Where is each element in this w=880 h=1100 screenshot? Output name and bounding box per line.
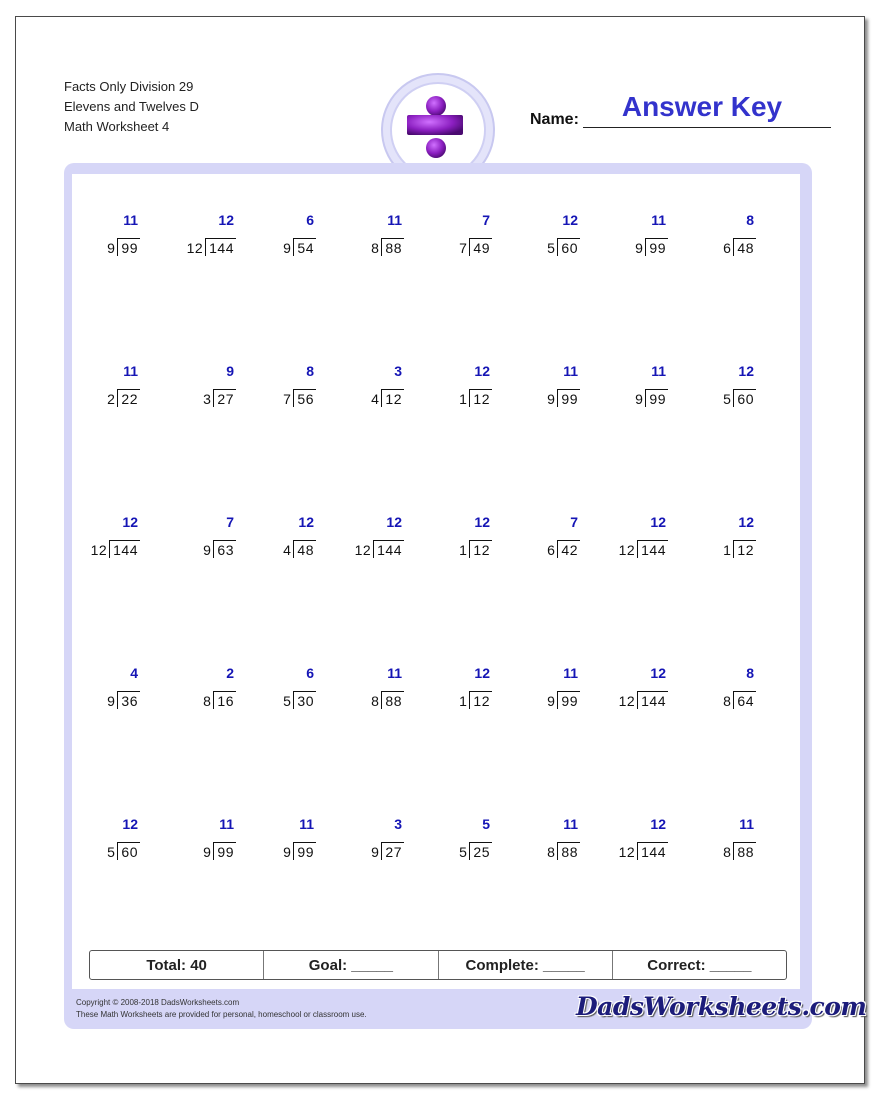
division-problem bbox=[578, 206, 668, 256]
divisor: 2 bbox=[107, 391, 116, 407]
division-problem bbox=[314, 206, 404, 256]
division-problem bbox=[490, 357, 580, 407]
quotient-answer: 3 bbox=[394, 816, 402, 832]
divisor: 9 bbox=[283, 844, 292, 860]
division-problem bbox=[146, 508, 236, 558]
quotient-answer: 7 bbox=[226, 514, 234, 530]
divisor: 8 bbox=[547, 844, 556, 860]
quotient-answer: 12 bbox=[650, 665, 666, 681]
quotient-answer: 8 bbox=[746, 665, 754, 681]
dividend: 60 bbox=[557, 238, 580, 256]
quotient-answer: 12 bbox=[738, 363, 754, 379]
divisor: 9 bbox=[107, 693, 116, 709]
divisor: 5 bbox=[459, 844, 468, 860]
long-division bbox=[355, 540, 404, 558]
usage-notice: These Math Worksheets are provided for personal, homeschool or classroom use. bbox=[76, 1010, 367, 1019]
division-problem bbox=[666, 357, 756, 407]
division-problem bbox=[490, 508, 580, 558]
divisor: 7 bbox=[283, 391, 292, 407]
dividend: 88 bbox=[557, 842, 580, 860]
divisor: 9 bbox=[547, 391, 556, 407]
dividend: 63 bbox=[213, 540, 236, 558]
quotient-answer: 12 bbox=[122, 514, 138, 530]
quotient-answer: 12 bbox=[562, 212, 578, 228]
divisor: 6 bbox=[723, 240, 732, 256]
divisor: 3 bbox=[203, 391, 212, 407]
quotient-answer: 11 bbox=[387, 665, 402, 681]
complete-field: Complete: _____ bbox=[438, 951, 612, 979]
dividend: 99 bbox=[645, 238, 668, 256]
division-problem bbox=[146, 206, 236, 256]
footer-text bbox=[76, 997, 367, 1021]
dividend: 88 bbox=[381, 691, 404, 709]
divisor: 5 bbox=[283, 693, 292, 709]
dividend: 12 bbox=[469, 389, 492, 407]
division-problem bbox=[314, 508, 404, 558]
long-division bbox=[107, 389, 140, 407]
dividend: 49 bbox=[469, 238, 492, 256]
quotient-answer: 8 bbox=[746, 212, 754, 228]
dividend: 99 bbox=[645, 389, 668, 407]
dividend: 144 bbox=[205, 238, 236, 256]
division-problem bbox=[226, 810, 316, 860]
quotient-answer: 6 bbox=[306, 212, 314, 228]
score-bar bbox=[89, 950, 787, 980]
long-division bbox=[283, 691, 316, 709]
divisor: 12 bbox=[354, 542, 372, 558]
quotient-answer: 11 bbox=[387, 212, 402, 228]
quotient-answer: 11 bbox=[299, 816, 314, 832]
divisor: 12 bbox=[186, 240, 204, 256]
dividend: 12 bbox=[381, 389, 404, 407]
divisor: 1 bbox=[459, 542, 468, 558]
quotient-answer: 6 bbox=[306, 665, 314, 681]
total-count: Total: 40 bbox=[146, 956, 207, 974]
division-problem bbox=[314, 659, 404, 709]
division-problem bbox=[578, 659, 668, 709]
division-problem bbox=[402, 810, 492, 860]
division-problem bbox=[578, 508, 668, 558]
divisor: 1 bbox=[459, 693, 468, 709]
division-problem bbox=[226, 508, 316, 558]
division-problem bbox=[402, 206, 492, 256]
worksheet-title-block bbox=[64, 77, 199, 137]
dividend: 30 bbox=[293, 691, 316, 709]
division-problem bbox=[314, 810, 404, 860]
quotient-answer: 4 bbox=[130, 665, 138, 681]
dividend: 12 bbox=[469, 540, 492, 558]
divisor: 12 bbox=[618, 844, 636, 860]
divisor: 8 bbox=[723, 844, 732, 860]
division-problem bbox=[666, 659, 756, 709]
dividend: 25 bbox=[469, 842, 492, 860]
divisor: 8 bbox=[371, 693, 380, 709]
dividend: 144 bbox=[637, 540, 668, 558]
division-problem bbox=[490, 659, 580, 709]
worksheet-subtitle: Elevens and Twelves D bbox=[64, 99, 199, 114]
long-division bbox=[283, 238, 316, 256]
long-division bbox=[547, 238, 580, 256]
division-problem bbox=[402, 357, 492, 407]
dividend: 16 bbox=[213, 691, 236, 709]
dividend: 27 bbox=[213, 389, 236, 407]
divisor: 1 bbox=[723, 542, 732, 558]
divisor: 4 bbox=[283, 542, 292, 558]
dividend: 99 bbox=[293, 842, 316, 860]
dividend: 27 bbox=[381, 842, 404, 860]
dividend: 42 bbox=[557, 540, 580, 558]
divisor: 9 bbox=[635, 391, 644, 407]
division-problem bbox=[666, 206, 756, 256]
divisor: 8 bbox=[203, 693, 212, 709]
answer-key-label: Answer Key bbox=[621, 91, 783, 122]
dividend: 36 bbox=[117, 691, 140, 709]
long-division bbox=[107, 691, 140, 709]
dividend: 22 bbox=[117, 389, 140, 407]
long-division bbox=[619, 691, 668, 709]
long-division bbox=[459, 691, 492, 709]
dividend: 48 bbox=[733, 238, 756, 256]
long-division bbox=[547, 842, 580, 860]
quotient-answer: 11 bbox=[123, 212, 138, 228]
copyright-text: Copyright © 2008-2018 DadsWorksheets.com bbox=[76, 998, 240, 1007]
division-problem bbox=[490, 206, 580, 256]
division-problem bbox=[146, 810, 236, 860]
divisor: 8 bbox=[723, 693, 732, 709]
quotient-answer: 12 bbox=[218, 212, 234, 228]
quotient-answer: 12 bbox=[650, 816, 666, 832]
long-division bbox=[107, 842, 140, 860]
dividend: 56 bbox=[293, 389, 316, 407]
long-division bbox=[547, 691, 580, 709]
division-problem bbox=[578, 357, 668, 407]
division-problem bbox=[314, 357, 404, 407]
name-label: Name: bbox=[530, 111, 579, 128]
dividend: 99 bbox=[213, 842, 236, 860]
worksheet-number: Math Worksheet 4 bbox=[64, 119, 170, 134]
divisor: 9 bbox=[547, 693, 556, 709]
divisor: 5 bbox=[547, 240, 556, 256]
long-division bbox=[107, 238, 140, 256]
division-problem bbox=[50, 206, 140, 256]
quotient-answer: 9 bbox=[226, 363, 234, 379]
division-problem bbox=[226, 659, 316, 709]
long-division bbox=[459, 842, 492, 860]
problem-area bbox=[70, 172, 802, 991]
divisor: 9 bbox=[107, 240, 116, 256]
long-division bbox=[283, 389, 316, 407]
long-division bbox=[371, 238, 404, 256]
dividend: 99 bbox=[557, 389, 580, 407]
division-problem bbox=[490, 810, 580, 860]
division-problem bbox=[402, 659, 492, 709]
division-problem bbox=[146, 659, 236, 709]
divisor: 5 bbox=[107, 844, 116, 860]
division-problem bbox=[146, 357, 236, 407]
divisor: 8 bbox=[371, 240, 380, 256]
divisor: 12 bbox=[618, 693, 636, 709]
quotient-answer: 2 bbox=[226, 665, 234, 681]
dividend: 99 bbox=[117, 238, 140, 256]
quotient-answer: 12 bbox=[474, 514, 490, 530]
long-division bbox=[635, 238, 668, 256]
quotient-answer: 11 bbox=[651, 363, 666, 379]
long-division bbox=[723, 691, 756, 709]
quotient-answer: 7 bbox=[570, 514, 578, 530]
division-problem bbox=[50, 357, 140, 407]
division-problem bbox=[666, 508, 756, 558]
division-problem bbox=[666, 810, 756, 860]
quotient-answer: 11 bbox=[563, 816, 578, 832]
divisor: 1 bbox=[459, 391, 468, 407]
dividend: 54 bbox=[293, 238, 316, 256]
quotient-answer: 12 bbox=[474, 363, 490, 379]
goal-field: Goal: _____ bbox=[263, 951, 437, 979]
quotient-answer: 12 bbox=[738, 514, 754, 530]
quotient-answer: 11 bbox=[739, 816, 754, 832]
divisor: 12 bbox=[90, 542, 108, 558]
long-division bbox=[371, 691, 404, 709]
dividend: 60 bbox=[733, 389, 756, 407]
brand-logo: DadsWorksheets.com bbox=[576, 992, 867, 1021]
quotient-answer: 12 bbox=[298, 514, 314, 530]
long-division bbox=[91, 540, 140, 558]
divisor: 9 bbox=[203, 542, 212, 558]
long-division bbox=[723, 238, 756, 256]
division-problem bbox=[226, 206, 316, 256]
quotient-answer: 12 bbox=[386, 514, 402, 530]
long-division bbox=[371, 389, 404, 407]
long-division bbox=[459, 389, 492, 407]
division-problem bbox=[578, 810, 668, 860]
quotient-answer: 7 bbox=[482, 212, 490, 228]
long-division bbox=[723, 540, 756, 558]
long-division bbox=[619, 540, 668, 558]
worksheet-title: Facts Only Division 29 bbox=[64, 79, 194, 94]
divisor: 4 bbox=[371, 391, 380, 407]
division-problem bbox=[402, 508, 492, 558]
dividend: 12 bbox=[469, 691, 492, 709]
quotient-answer: 11 bbox=[219, 816, 234, 832]
dividend: 99 bbox=[557, 691, 580, 709]
name-field[interactable] bbox=[583, 127, 831, 128]
quotient-answer: 11 bbox=[123, 363, 138, 379]
divisor: 5 bbox=[723, 391, 732, 407]
dividend: 144 bbox=[637, 842, 668, 860]
dividend: 88 bbox=[733, 842, 756, 860]
long-division bbox=[635, 389, 668, 407]
long-division bbox=[723, 842, 756, 860]
long-division bbox=[723, 389, 756, 407]
long-division bbox=[283, 842, 316, 860]
divisor: 9 bbox=[371, 844, 380, 860]
long-division bbox=[283, 540, 316, 558]
divisor: 9 bbox=[203, 844, 212, 860]
dividend: 88 bbox=[381, 238, 404, 256]
quotient-answer: 11 bbox=[563, 665, 578, 681]
dividend: 144 bbox=[637, 691, 668, 709]
long-division bbox=[547, 540, 580, 558]
quotient-answer: 5 bbox=[482, 816, 490, 832]
dividend: 144 bbox=[109, 540, 140, 558]
division-problem bbox=[50, 810, 140, 860]
long-division bbox=[459, 540, 492, 558]
divisor: 9 bbox=[283, 240, 292, 256]
quotient-answer: 12 bbox=[474, 665, 490, 681]
quotient-answer: 11 bbox=[563, 363, 578, 379]
quotient-answer: 3 bbox=[394, 363, 402, 379]
long-division bbox=[547, 389, 580, 407]
quotient-answer: 11 bbox=[651, 212, 666, 228]
dividend: 64 bbox=[733, 691, 756, 709]
long-division bbox=[619, 842, 668, 860]
divisor: 12 bbox=[618, 542, 636, 558]
long-division bbox=[459, 238, 492, 256]
quotient-answer: 12 bbox=[122, 816, 138, 832]
correct-field: Correct: _____ bbox=[612, 951, 786, 979]
division-problem bbox=[50, 659, 140, 709]
quotient-answer: 12 bbox=[650, 514, 666, 530]
dividend: 12 bbox=[733, 540, 756, 558]
divisor: 7 bbox=[459, 240, 468, 256]
dividend: 144 bbox=[373, 540, 404, 558]
dividend: 48 bbox=[293, 540, 316, 558]
dividend: 60 bbox=[117, 842, 140, 860]
long-division bbox=[371, 842, 404, 860]
quotient-answer: 8 bbox=[306, 363, 314, 379]
divisor: 9 bbox=[635, 240, 644, 256]
division-problem bbox=[50, 508, 140, 558]
division-problem bbox=[226, 357, 316, 407]
divisor: 6 bbox=[547, 542, 556, 558]
